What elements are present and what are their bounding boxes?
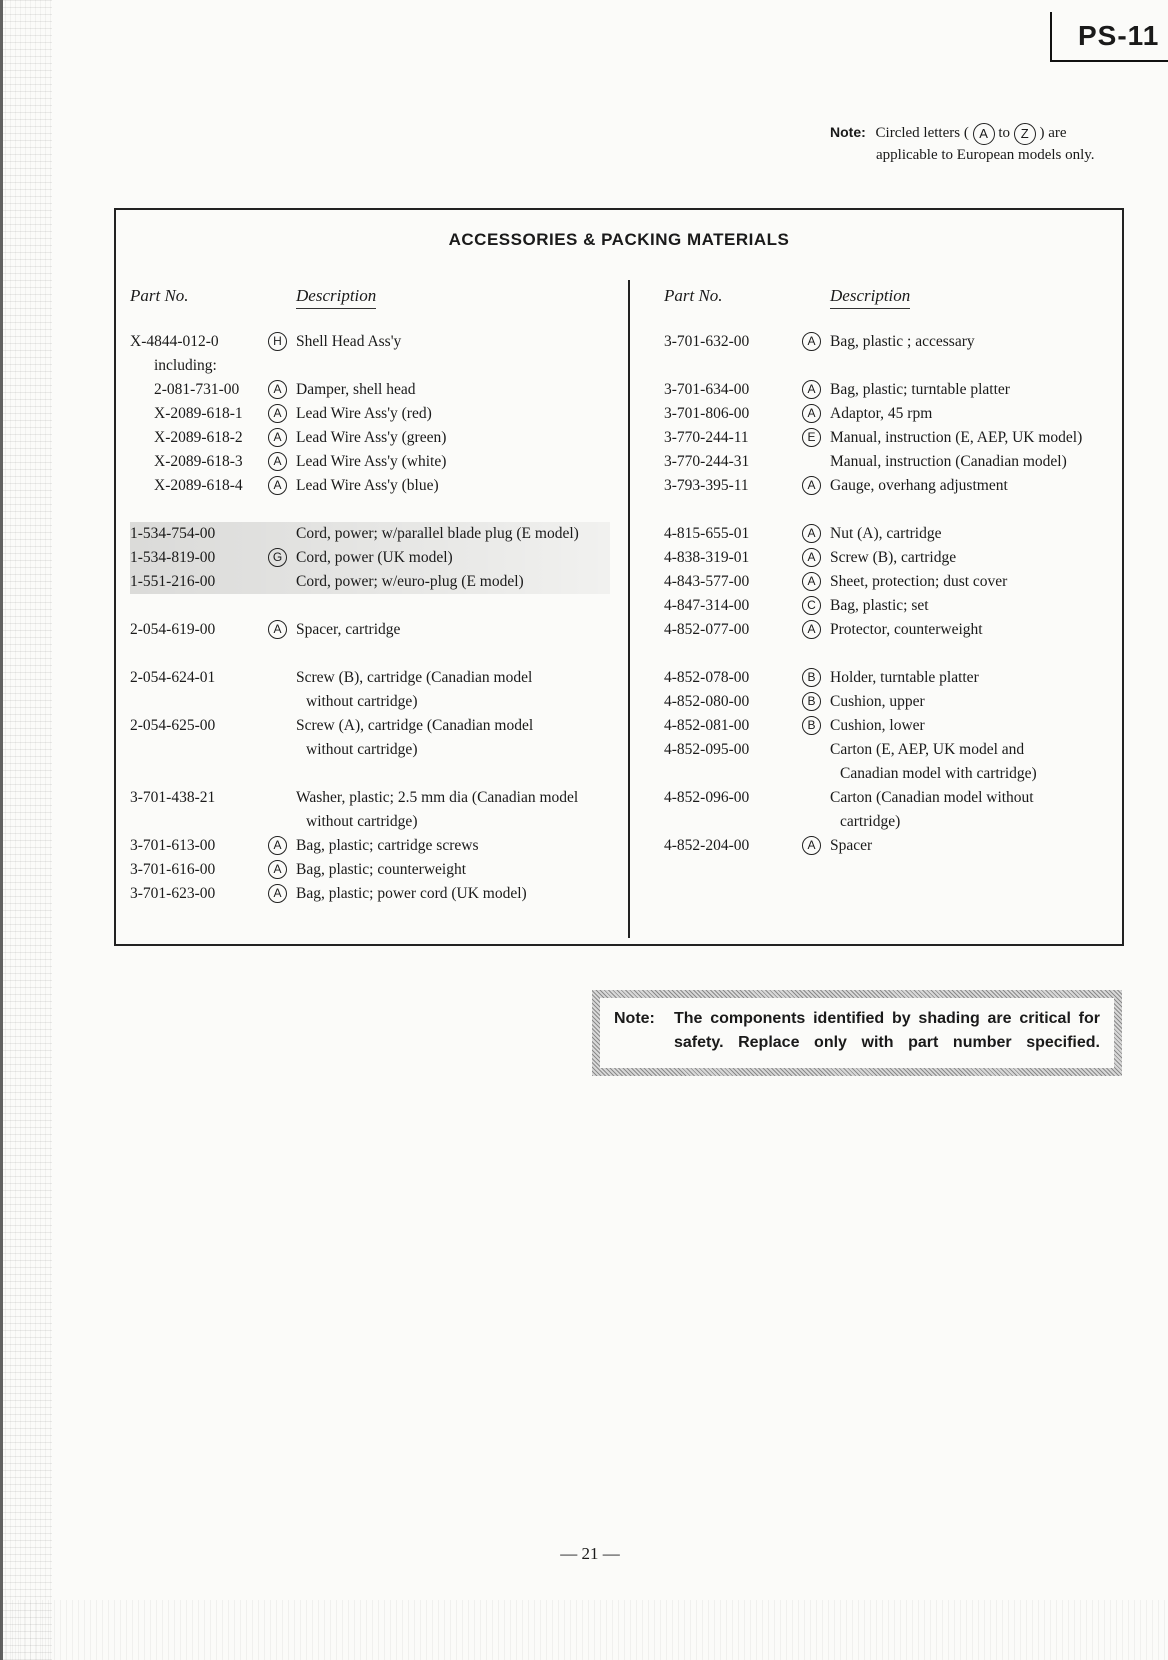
- part-row: [664, 666, 1114, 690]
- part-number: 3-770-244-31: [664, 453, 750, 470]
- part-row: [130, 402, 610, 426]
- circled-letter-icon: E: [802, 428, 821, 447]
- row-gap: [130, 498, 610, 522]
- part-number: X-2089-618-1: [154, 405, 243, 422]
- part-description: Cushion, upper: [830, 693, 925, 710]
- part-number: 1-551-216-00: [130, 573, 216, 590]
- part-row: [130, 882, 610, 906]
- circled-letter-icon: C: [802, 596, 821, 615]
- part-description-cont: without cartridge): [306, 813, 418, 830]
- part-row: [664, 570, 1114, 594]
- part-row: [130, 786, 610, 834]
- part-description: Spacer: [830, 837, 873, 854]
- part-row: [130, 714, 610, 762]
- model-number: PS-11: [1050, 12, 1168, 62]
- part-description: Screw (A), cartridge (Canadian model: [296, 717, 534, 734]
- part-row: [664, 450, 1114, 474]
- part-row: [664, 690, 1114, 714]
- part-number: 2-054-625-00: [130, 717, 216, 734]
- part-number: X-2089-618-4: [154, 477, 243, 494]
- part-description: Gauge, overhang adjustment: [830, 477, 1008, 494]
- part-number: 4-847-314-00: [664, 597, 750, 614]
- part-description: Spacer, cartridge: [296, 621, 401, 638]
- part-row: [130, 618, 610, 642]
- part-description: Lead Wire Ass'y (white): [296, 453, 447, 470]
- part-row: [664, 426, 1114, 450]
- circled-letter-icon: A: [802, 404, 821, 423]
- circled-letter-icon: A: [802, 620, 821, 639]
- part-row: [130, 834, 610, 858]
- scan-bottom-edge: [0, 1600, 1168, 1660]
- part-number: 2-054-619-00: [130, 621, 216, 638]
- circled-letter-icon: A: [802, 476, 821, 495]
- part-number: 3-701-806-00: [664, 405, 750, 422]
- circled-letter-icon: A: [268, 476, 287, 495]
- part-row: [130, 354, 610, 378]
- part-row: [664, 786, 1114, 834]
- part-description: Washer, plastic; 2.5 mm dia (Canadian model: [296, 789, 579, 806]
- right-column: [664, 278, 1114, 858]
- part-no-header: Part No.: [130, 286, 189, 305]
- circled-letter-icon: B: [802, 692, 821, 711]
- scan-left-edge: [0, 0, 52, 1660]
- part-number: 1-534-819-00: [130, 549, 216, 566]
- part-number: 1-534-754-00: [130, 525, 216, 542]
- part-description: Bag, plastic ; accessary: [830, 333, 975, 350]
- part-number: 4-852-096-00: [664, 789, 750, 806]
- part-description: Sheet, protection; dust cover: [830, 573, 1008, 590]
- part-row: [664, 474, 1114, 498]
- safety-note-text: The components identified by shading are critical for safety. Replace only with part number specified.: [674, 1010, 1100, 1051]
- circled-letter-icon: A: [973, 123, 995, 145]
- part-description: Lead Wire Ass'y (red): [296, 405, 432, 422]
- circled-letter-icon: A: [268, 860, 287, 879]
- part-number: 4-852-078-00: [664, 669, 750, 686]
- part-description: Cushion, lower: [830, 717, 925, 734]
- part-number: 3-701-623-00: [130, 885, 216, 902]
- safety-critical-row: [130, 522, 610, 546]
- part-number: 3-701-632-00: [664, 333, 750, 350]
- column-header: [130, 278, 610, 330]
- part-number: 3-701-613-00: [130, 837, 216, 854]
- note-line-2: applicable to European models only.: [876, 146, 1095, 163]
- part-number: 3-701-438-21: [130, 789, 216, 806]
- circled-letter-icon: B: [802, 716, 821, 735]
- circled-letter-icon: A: [802, 548, 821, 567]
- part-description: Cord, power; w/euro-plug (E model): [296, 573, 524, 590]
- part-no-header: Part No.: [664, 286, 723, 305]
- circled-letter-icon: A: [268, 836, 287, 855]
- part-number: 3-701-616-00: [130, 861, 216, 878]
- part-number: X-2089-618-2: [154, 429, 243, 446]
- part-description: Lead Wire Ass'y (green): [296, 429, 447, 446]
- part-description: Carton (E, AEP, UK model and: [830, 741, 1025, 758]
- safety-note-label: Note:: [614, 1010, 655, 1027]
- column-header: [664, 278, 1114, 330]
- circled-letter-icon: A: [268, 380, 287, 399]
- part-number: 3-701-634-00: [664, 381, 750, 398]
- part-number: X-2089-618-3: [154, 453, 243, 470]
- part-row: [664, 522, 1114, 546]
- page-number: — 21 —: [560, 1544, 620, 1563]
- safety-note-inner: [600, 998, 1114, 1068]
- part-number: 4-843-577-00: [664, 573, 750, 590]
- part-row: [664, 618, 1114, 642]
- description-header: Description: [296, 286, 376, 309]
- part-row: [664, 738, 1114, 786]
- safety-critical-row: [130, 570, 610, 594]
- panel-title: ACCESSORIES & PACKING MATERIALS: [448, 230, 790, 249]
- part-description-cont: Canadian model with cartridge): [840, 765, 1037, 782]
- part-row: [664, 330, 1114, 354]
- part-description: Adaptor, 45 rpm: [830, 405, 933, 422]
- circled-letter-icon: A: [802, 524, 821, 543]
- circled-letter-icon: G: [268, 548, 287, 567]
- part-description-cont: without cartridge): [306, 741, 418, 758]
- circled-letter-icon: A: [802, 836, 821, 855]
- part-description: Bag, plastic; cartridge screws: [296, 837, 479, 854]
- part-description: Carton (Canadian model without: [830, 789, 1034, 806]
- part-description-cont: cartridge): [840, 813, 901, 830]
- circled-letter-icon: A: [268, 404, 287, 423]
- part-number: 3-770-244-11: [664, 429, 749, 446]
- row-gap: [664, 498, 1114, 522]
- circled-letter-icon: A: [268, 452, 287, 471]
- part-description: Cord, power (UK model): [296, 549, 453, 566]
- part-description: Bag, plastic; turntable platter: [830, 381, 1010, 398]
- part-description: Cord, power; w/parallel blade plug (E model): [296, 525, 579, 542]
- accessories-panel: [114, 208, 1124, 946]
- part-row: [664, 594, 1114, 618]
- circled-letter-icon: A: [802, 572, 821, 591]
- column-divider: [628, 280, 630, 938]
- circled-letter-icon: A: [268, 620, 287, 639]
- part-row: [130, 858, 610, 882]
- circled-letter-icon: B: [802, 668, 821, 687]
- part-description: Protector, counterweight: [830, 621, 983, 638]
- part-description: Screw (B), cartridge: [830, 549, 957, 566]
- part-number: 4-815-655-01: [664, 525, 750, 542]
- part-description: Lead Wire Ass'y (blue): [296, 477, 439, 494]
- european-models-note: [830, 122, 1140, 166]
- part-row: [664, 714, 1114, 738]
- note-text-before: Circled letters (: [875, 125, 969, 141]
- part-description: Holder, turntable platter: [830, 669, 979, 686]
- part-row: [130, 426, 610, 450]
- part-row: [664, 402, 1114, 426]
- part-row: [130, 378, 610, 402]
- note-label: Note:: [830, 124, 866, 140]
- part-description: Manual, instruction (E, AEP, UK model): [830, 429, 1083, 446]
- note-line-1: [830, 122, 1140, 145]
- part-number: 4-838-319-01: [664, 549, 750, 566]
- circled-letter-icon: Z: [1014, 123, 1036, 145]
- part-row: [130, 330, 610, 354]
- part-number: 4-852-080-00: [664, 693, 750, 710]
- circled-letter-icon: A: [268, 428, 287, 447]
- part-number: 4-852-095-00: [664, 741, 750, 758]
- row-gap: [130, 762, 610, 786]
- row-gap: [130, 594, 610, 618]
- part-description: Bag, plastic; power cord (UK model): [296, 885, 527, 902]
- row-gap: [664, 354, 1114, 378]
- part-description: Screw (B), cartridge (Canadian model: [296, 669, 533, 686]
- part-description: Shell Head Ass'y: [296, 333, 402, 350]
- part-number: 3-793-395-11: [664, 477, 749, 494]
- part-row: [664, 834, 1114, 858]
- part-description: Bag, plastic; counterweight: [296, 861, 467, 878]
- part-description: Nut (A), cartridge: [830, 525, 942, 542]
- circled-letter-icon: A: [802, 332, 821, 351]
- part-number: X-4844-012-0: [130, 333, 219, 350]
- part-number: 4-852-204-00: [664, 837, 750, 854]
- note-text-middle: to: [998, 125, 1010, 141]
- part-number: 2-081-731-00: [154, 381, 240, 398]
- including-label: including:: [154, 357, 217, 374]
- part-description: Damper, shell head: [296, 381, 416, 398]
- description-header: Description: [830, 286, 910, 309]
- left-column: [130, 278, 610, 906]
- circled-letter-icon: H: [268, 332, 287, 351]
- safety-note-box: [592, 990, 1122, 1076]
- part-description-cont: without cartridge): [306, 693, 418, 710]
- part-number: 4-852-077-00: [664, 621, 750, 638]
- part-number: 4-852-081-00: [664, 717, 750, 734]
- part-description: Manual, instruction (Canadian model): [830, 453, 1067, 470]
- part-row: [130, 666, 610, 714]
- circled-letter-icon: A: [268, 884, 287, 903]
- part-row: [664, 378, 1114, 402]
- row-gap: [664, 642, 1114, 666]
- part-row: [130, 450, 610, 474]
- part-row: [664, 546, 1114, 570]
- part-number: 2-054-624-01: [130, 669, 216, 686]
- part-description: Bag, plastic; set: [830, 597, 929, 614]
- note-text-after: ) are: [1039, 125, 1067, 141]
- row-gap: [130, 642, 610, 666]
- safety-critical-row: [130, 546, 610, 570]
- circled-letter-icon: A: [802, 380, 821, 399]
- part-row: [130, 474, 610, 498]
